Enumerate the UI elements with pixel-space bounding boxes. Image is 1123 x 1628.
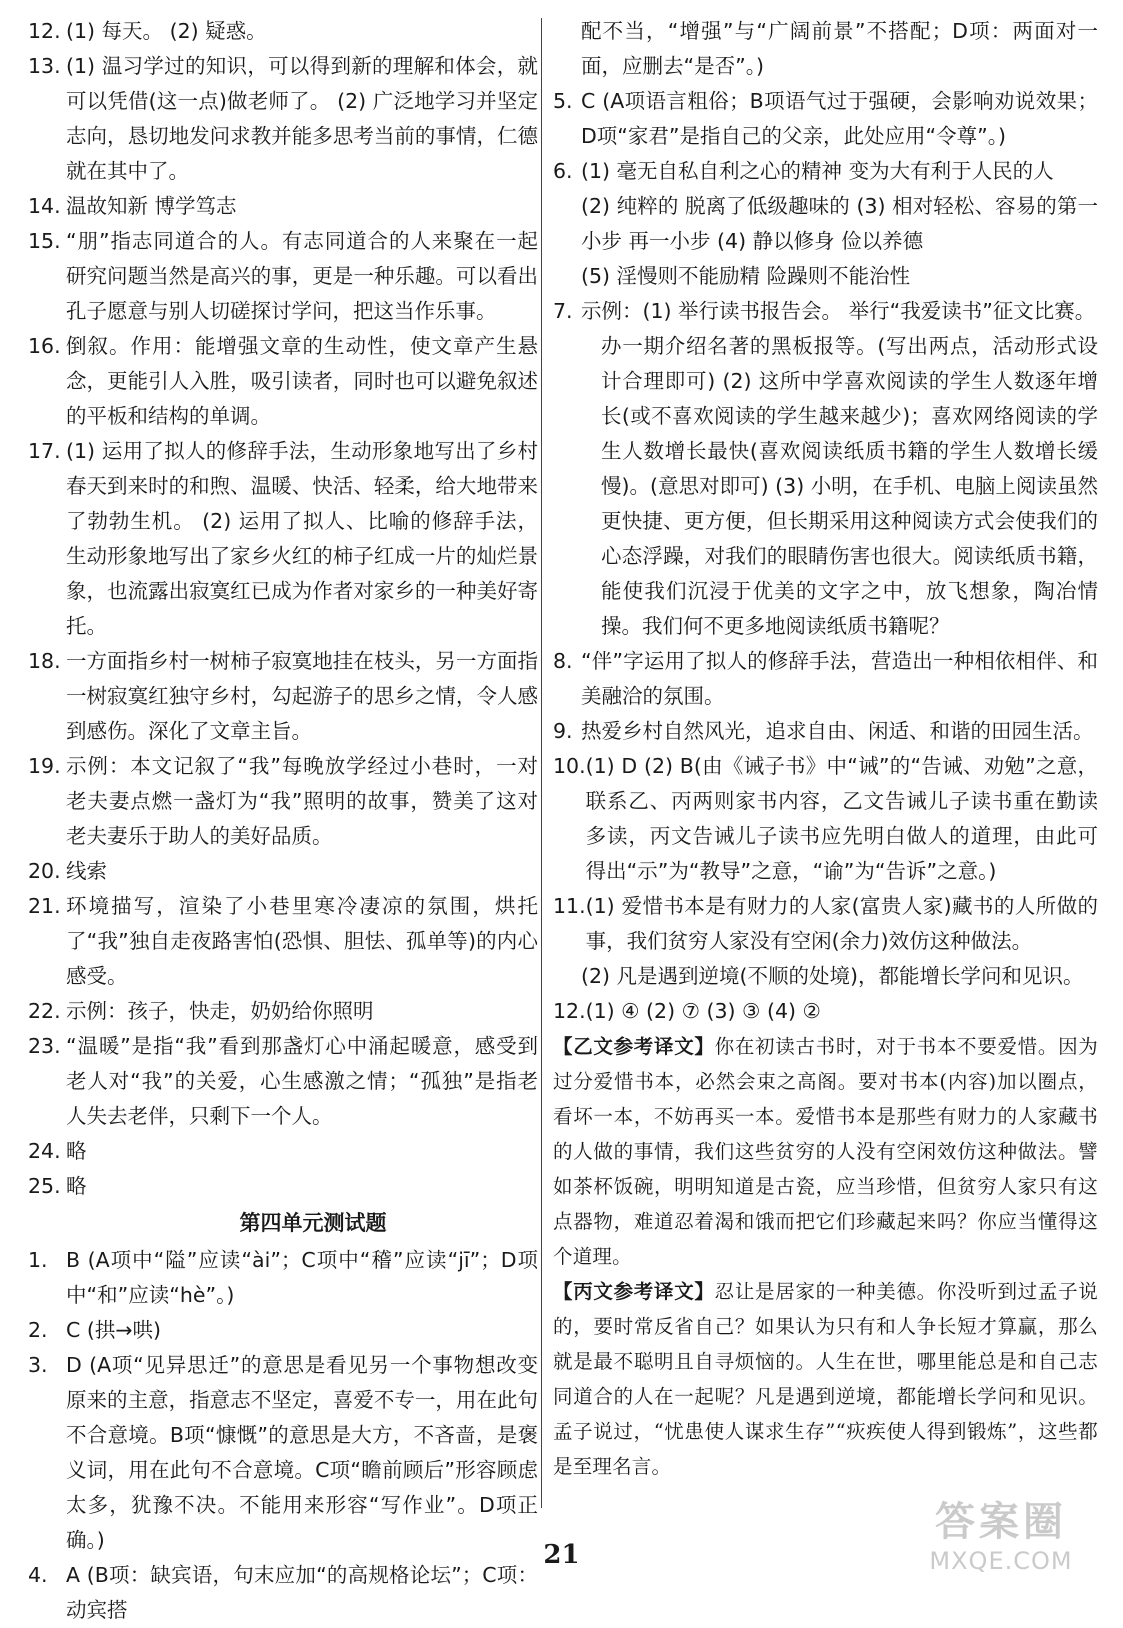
answer-text: (1) 毫无自私自利之心的精神 变为大有利于人民的人 [581, 159, 1054, 183]
answer-text: (1) D (2) B(由《诫子书》中“诫”的“告诫、劝勉”之意，联系乙、丙两则家书内容，乙文告诫儿子读书重在勤读多读，丙文告诫儿子读书应先明白做人的道理，由此可得出“示”为“教导”之意，“谕”为“告诉”之意。) [585, 754, 1098, 883]
answer-item [28, 644, 538, 749]
answer-item [553, 259, 1098, 294]
answer-number: 12. [553, 999, 586, 1023]
answer-list-unit4 [28, 1243, 538, 1628]
answer-item [28, 14, 538, 49]
answer-number: 10. [553, 754, 586, 778]
answer-item [28, 889, 538, 994]
answer-text: (1) 爱惜书本是有财力的人家(富贵人家)藏书的人所做的事，我们贫穷人家没有空闲(余力)效仿这种做法。 [585, 894, 1098, 953]
answer-item [28, 189, 538, 224]
answer-number: 4. [28, 1563, 48, 1587]
answer-item [28, 224, 538, 329]
answer-text: 略 [66, 1174, 87, 1198]
answer-number: 8. [553, 649, 573, 673]
ref-bing-heading: 【丙文参考译文】 [553, 1280, 715, 1303]
answer-text: 一方面指乡村一树柿子寂寞地挂在枝头，另一方面指一树寂寞红独守乡村，勾起游子的思乡之情，令人感到感伤。深化了文章主旨。 [66, 649, 538, 743]
answer-number: 17. [28, 439, 61, 463]
ref-bing-body: 忍让是居家的一种美德。你没听到过孟子说的，要时常反省自己？如果认为只有和人争长短才算赢，那么就是最不聪明且自寻烦恼的。人生在世，哪里能总是和自己志同道合的人在一起呢？凡是遇到逆境，都能增长学问和见识。孟子说过，“忧患使人谋求生存”“疢疾使人得到锻炼”，这些都是至理名言。 [553, 1280, 1098, 1478]
answer-item [28, 1348, 538, 1558]
answer-item [553, 959, 1098, 994]
answer-number: 22. [28, 999, 61, 1023]
answer-text: (2) 凡是遇到逆境(不顺的处境)，都能增长学问和见识。 [581, 964, 1084, 988]
answer-list-unit3 [28, 14, 538, 1204]
answer-item [553, 189, 1098, 259]
answer-number: 19. [28, 754, 61, 778]
continued-answer: 配不当，“增强”与“广阔前景”不搭配；D项：两面对一面，应删去“是否”。) [581, 19, 1098, 78]
answer-text: (1) 运用了拟人的修辞手法，生动形象地写出了乡村春天到来时的和煦、温暖、快活、轻柔，给大地带来了勃勃生机。 (2) 运用了拟人、比喻的修辞手法，生动形象地写出了家乡火红的柿子红成一片的灿烂景象，也流露出寂寞红已成为作者对家乡的一种美好寄托。 [66, 439, 538, 638]
answer-number: 11. [553, 894, 586, 918]
answer-text: 热爱乡村自然风光，追求自由、闲适、和谐的田园生活。 [581, 719, 1094, 743]
answer-number: 14. [28, 194, 61, 218]
watermark-logo-text: 答案圈 [935, 1499, 1067, 1545]
answer-text: 环境描写，渲染了小巷里寒冷凄凉的氛围，烘托了“我”独自走夜路害怕(恐惧、胆怯、孤单等)的内心感受。 [66, 894, 538, 988]
answer-number: 5. [553, 89, 573, 113]
answer-item [28, 854, 538, 889]
ref-yi-body: 你在初读古书时，对于书本不要爱惜。因为过分爱惜书本，必然会束之高阁。要对书本(内容)加以圈点，看坏一本，不妨再买一本。爱惜书本是那些有财力的人家藏书的人做的事情，我们这些贫穷的人没有空闲效仿这种做法。譬如茶杯饭碗，明明知道是古瓷，应当珍惜，但贫穷人家只有这点器物，难道忍着渴和饿而把它们珍藏起来吗？你应当懂得这个道理。 [553, 1035, 1098, 1268]
answer-number: 25. [28, 1174, 61, 1198]
answer-text: 示例：(1) 举行读书报告会。 举行“我爱读书”征文比赛。 [581, 299, 1096, 323]
answer-item [553, 644, 1098, 714]
answer-number [553, 259, 581, 294]
reference-translation-bing [553, 1274, 1098, 1484]
answer-text: A (B项：缺宾语，句末应加“的高规格论坛”；C项：动宾搭 [66, 1563, 538, 1622]
answer-text: B (A项中“隘”应读“ài”；C项中“稽”应读“jī”；D项中“和”应读“hè”。) [66, 1248, 538, 1307]
page-number: 21 [543, 1540, 580, 1570]
answer-number [553, 959, 581, 994]
answer-text: C (A项语言粗俗；B项语气过于强硬，会影响劝说效果；D项“家君”是指自己的父亲，此处应用“令尊”。) [581, 89, 1098, 148]
answer-item [28, 994, 538, 1029]
answer-text: 略 [66, 1139, 87, 1163]
answer-number: 21. [28, 894, 61, 918]
answer-text: (1) ④ (2) ⑦ (3) ③ (4) ② [585, 999, 821, 1023]
answer-number: 24. [28, 1139, 61, 1163]
answer-number: 7. [553, 299, 573, 323]
answer-item [553, 994, 1098, 1029]
answer-text: “伴”字运用了拟人的修辞手法，营造出一种相依相伴、和美融洽的氛围。 [581, 649, 1098, 708]
answer-text: “温暖”是指“我”看到那盏灯心中涌起暖意，感受到老人对“我”的关爱，心生感激之情；“孤独”是指老人失去老伴，只剩下一个人。 [66, 1034, 538, 1128]
answer-list-right [553, 84, 1098, 329]
answer-item [28, 749, 538, 854]
answer-number: 16. [28, 334, 61, 358]
answer-number: 12. [28, 19, 61, 43]
answer-text: 倒叙。作用：能增强文章的生动性，使文章产生悬念，更能引人入胜，吸引读者，同时也可以避免叙述的平板和结构的单调。 [66, 334, 538, 428]
watermark-site-text: MXQE.COM [929, 1547, 1073, 1575]
column-divider [541, 18, 542, 1508]
answer-text: 示例：孩子，快走，奶奶给你照明 [66, 999, 374, 1023]
section-title: 第四单元测试题 [239, 1211, 387, 1235]
answer-number: 20. [28, 859, 61, 883]
answer-text: (1) 温习学过的知识，可以得到新的理解和体会，就可以凭借(这一点)做老师了。 (2) 广泛地学习并坚定志向，恳切地发问求教并能多思考当前的事情，仁德就在其中了。 [66, 54, 538, 183]
answer-item [553, 889, 1098, 959]
answer-number: 6. [553, 159, 573, 183]
answer-item [28, 1134, 538, 1169]
answer-number: 23. [28, 1034, 61, 1058]
answer-number: 15. [28, 229, 61, 253]
answer-item [553, 294, 1098, 329]
answer-item [553, 84, 1098, 154]
left-column [28, 14, 538, 1628]
answer-number: 2. [28, 1318, 48, 1342]
item-7-continuation: 办一期介绍名著的黑板报等。(写出两点，活动形式设计合理即可) (2) 这所中学喜欢阅读的学生人数逐年增长(或不喜欢阅读的学生越来越少)；喜欢网络阅读的学生人数增长最快(喜欢阅读纸质书籍的学生人数增长缓慢)。(意思对即可) (3) 小明，在手机、电脑上阅读虽然更快捷、更方便，但长期采用这种阅读方式会使我们的心态浮躁，对我们的眼睛伤害也很大。阅读纸质书籍，能使我们沉浸于优美的文字之中，放飞想象，陶冶情操。我们何不更多地阅读纸质书籍呢？ [601, 334, 1098, 638]
answer-text: C (拱→哄) [66, 1318, 162, 1342]
watermark-logo [901, 1490, 1101, 1582]
answer-item [28, 1169, 538, 1204]
reference-translation-yi [553, 1029, 1098, 1274]
answer-text: 示例：本文记叙了“我”每晚放学经过小巷时，一对老夫妻点燃一盏灯为“我”照明的故事，赞美了这对老夫妻乐于助人的美好品质。 [66, 754, 538, 848]
answer-item [553, 749, 1098, 889]
answer-number: 13. [28, 54, 61, 78]
answer-item [28, 1029, 538, 1134]
answer-text: (1) 每天。 (2) 疑惑。 [66, 19, 267, 43]
answer-text: (2) 纯粹的 脱离了低级趣味的 (3) 相对轻松、容易的第一小步 再一小步 (4) 静以修身 俭以养德 [581, 194, 1098, 253]
answer-number [553, 189, 581, 259]
answer-item [553, 714, 1098, 749]
answer-item [28, 49, 538, 189]
answer-item [28, 329, 538, 434]
ref-yi-heading: 【乙文参考译文】 [553, 1035, 715, 1058]
answer-text: D (A项“见异思迁”的意思是看见另一个事物想改变原来的主意，指意志不坚定，喜爱不专一，用在此句不合意境。B项“慷慨”的意思是大方，不吝啬，是褒义词，用在此句不合意境。C项“瞻前顾后”形容顾虑太多，犹豫不决。不能用来形容“写作业”。D项正确。) [66, 1353, 538, 1552]
answer-number: 18. [28, 649, 61, 673]
answer-number: 3. [28, 1353, 48, 1377]
answer-number: 1. [28, 1248, 48, 1272]
answer-item [28, 1243, 538, 1313]
answer-text: “朋”指志同道合的人。有志同道合的人来聚在一起研究问题当然是高兴的事，更是一种乐趣。可以看出孔子愿意与别人切磋探讨学问，把这当作乐事。 [66, 229, 538, 323]
answer-item [28, 1313, 538, 1348]
answer-item [28, 434, 538, 644]
answer-text: (5) 淫慢则不能励精 险躁则不能治性 [581, 264, 911, 288]
answer-list-right-2 [553, 644, 1098, 1029]
right-column [553, 14, 1098, 1484]
answer-text: 线索 [66, 859, 107, 883]
answer-number: 9. [553, 719, 573, 743]
answer-text: 温故知新 博学笃志 [66, 194, 237, 218]
answer-item [553, 154, 1098, 189]
